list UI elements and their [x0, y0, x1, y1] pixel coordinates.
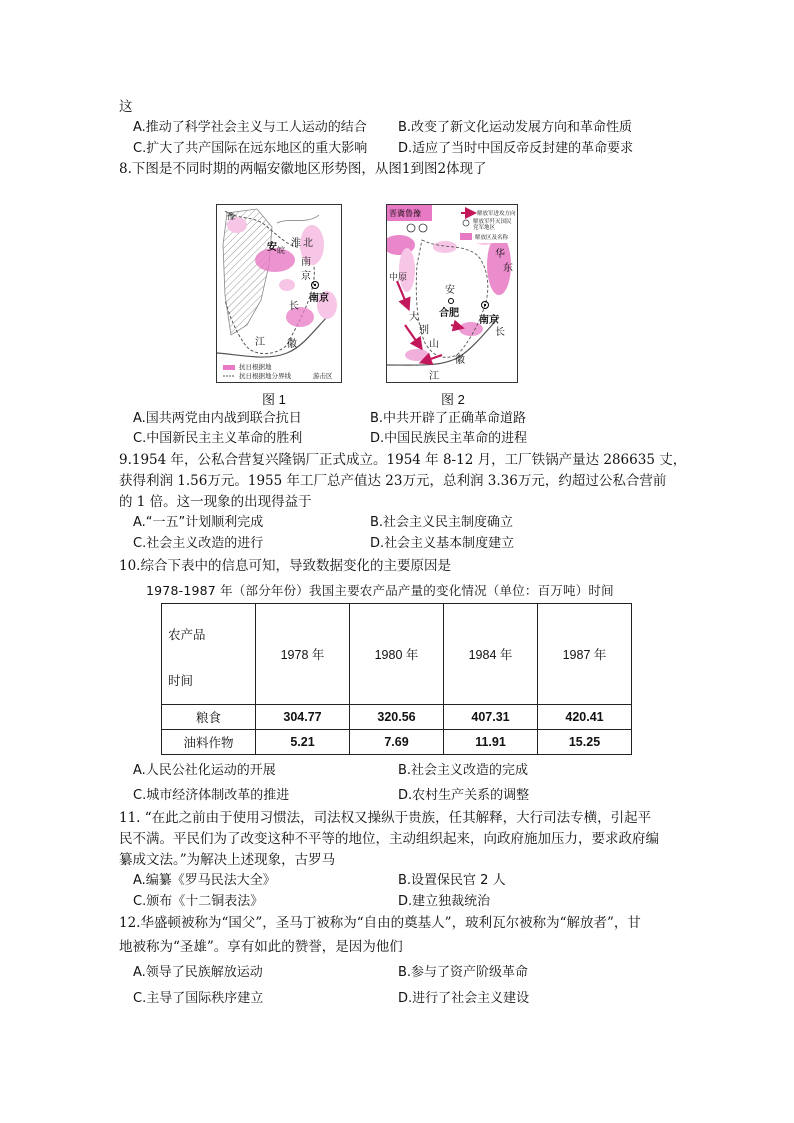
q11-option-b[interactable]: B.设置保民官 2 人 [398, 873, 506, 888]
table-cell: 320.56 [350, 705, 444, 730]
map1-legend-base: 抗日根据地 [239, 364, 272, 371]
q10-option-a[interactable]: A.人民公社化运动的开展 [133, 763, 276, 778]
q11-option-d[interactable]: D.建立独裁统治 [398, 894, 491, 909]
q12-stem-line1: 12.华盛顿被称为“国父”，圣马丁被称为“自由的奠基人”，玻利瓦尔被称为“解放者”，甘 [119, 915, 641, 931]
q8-option-a[interactable]: A.国共两党由内战到联合抗日 [133, 411, 302, 426]
q11-option-a[interactable]: A.编纂《罗马民法大全》 [133, 873, 276, 888]
table-cell: 407.31 [444, 705, 538, 730]
table-cell: 7.69 [350, 730, 444, 755]
map2-label-hua: 华 [495, 249, 505, 260]
q11-stem-line3: 纂成文法。”为解决上述现象，古罗马 [119, 852, 336, 868]
map2-legend-attack: 解放军进攻方向 [477, 211, 516, 217]
map-figure-1 [216, 204, 342, 383]
q11-option-c[interactable]: C.颁布《十二铜表法》 [133, 894, 264, 909]
q7-option-d[interactable]: D.适应了当时中国反帝反封建的革命要求 [398, 141, 634, 156]
table-row-label: 油料作物 [162, 730, 256, 755]
q9-stem-line1: 9.1954 年，公私合营复兴隆锅厂正式成立。1954 年 8-12 月，工厂铁锅产量达 286635 丈， [119, 452, 687, 468]
q9-option-b[interactable]: B.社会主义民主制度确立 [370, 515, 514, 530]
table-header-year: 1984 年 [444, 604, 538, 705]
q9-option-a[interactable]: A.“一五”计划顺利完成 [133, 515, 264, 530]
q10-option-b[interactable]: B.社会主义改造的完成 [398, 763, 529, 778]
map1-caption: 图 1 [262, 392, 286, 407]
map1-label-huai: 淮 [291, 238, 301, 249]
map1-label-bei: 北 [303, 238, 313, 249]
map2-label-hui: 徽 [455, 355, 465, 366]
q12-option-b[interactable]: B.参与了资产阶级革命 [398, 965, 529, 980]
table-header-corner [162, 604, 256, 705]
table-header-year: 1980 年 [350, 604, 444, 705]
q12-option-c[interactable]: C.主导了国际秩序建立 [133, 991, 264, 1006]
map1-legend-guerrilla: 游击区 [313, 373, 333, 380]
q11-stem-line1: 11. “在此之前由于使用习惯法，司法权又操纵于贵族，任其解释，大行司法专横，引起平 [119, 810, 652, 826]
map2-label-an: 安 [445, 285, 455, 296]
map2-label-zhongyuan: 中原 [389, 272, 408, 282]
q7-option-b[interactable]: B.改变了新文化运动发展方向和革命性质 [398, 120, 633, 135]
q10-option-d[interactable]: D.农村生产关系的调整 [398, 788, 530, 803]
table-header-year: 1978 年 [256, 604, 350, 705]
q9-option-c[interactable]: C.社会主义改造的进行 [133, 536, 264, 551]
map1-label-jing: 京 [301, 271, 311, 282]
table-row-label: 粮食 [162, 705, 256, 730]
map2-label-dong: 东 [503, 263, 513, 274]
q10-table [161, 603, 632, 755]
map2-label-jinjiluyu: 晋冀鲁豫 [389, 209, 421, 218]
table-cell: 5.21 [256, 730, 350, 755]
table-header-year: 1987 年 [538, 604, 632, 705]
q12-option-d[interactable]: D.进行了社会主义建设 [398, 991, 530, 1006]
map2-label-hefei: 合肥 [439, 308, 459, 319]
map1-label-wan: 皖 [277, 246, 285, 255]
table-row [162, 730, 632, 755]
map-figure-2 [386, 204, 518, 383]
q11-stem-line2: 民不满。平民们为了改变这种不平等的地位，主动组织起来，向政府施加压力，要求政府编 [119, 831, 659, 847]
map2-label-jiang: 江 [429, 371, 439, 382]
map2-label-shan: 山 [429, 339, 439, 350]
map2-legend-annihilate: 解放军歼灭国民党军地区 [473, 219, 512, 231]
table-cell: 420.41 [538, 705, 632, 730]
table-cell: 11.91 [444, 730, 538, 755]
map2-label-da: 大 [409, 312, 419, 323]
table-row [162, 705, 632, 730]
q9-stem-line2: 获得利润 1.56万元。1955 年工厂总产值达 23万元，总利润 3.36万元，约超过公私合营前 [119, 473, 667, 489]
map1-legend-boundary: 抗日根据地分界线 [239, 373, 291, 380]
table-cell: 304.77 [256, 705, 350, 730]
map1-label-an: 安 [267, 242, 277, 253]
map2-label-nanjing: 南京 [479, 315, 499, 326]
q10-table-title: 1978-1987 年（部分年份）我国主要农产品产量的变化情况（单位：百万吨）时间 [146, 583, 614, 598]
table-header-time: 时间 [168, 674, 194, 688]
q8-option-b[interactable]: B.中共开辟了正确革命道路 [370, 411, 527, 426]
map1-label-chang: 长 [289, 301, 299, 312]
q9-stem-line3: 的 1 倍。这一现象的出现得益于 [119, 494, 312, 510]
map1-label-jiang: 江 [255, 337, 265, 348]
q10-option-c[interactable]: C.城市经济体制改革的推进 [133, 788, 290, 803]
map1-label-hui: 徽 [287, 339, 297, 350]
map2-legend-liberated: 解放区及名称 [475, 235, 509, 241]
q12-stem-line2: 地被称为“圣雄”。享有如此的赞誉，是因为他们 [119, 939, 403, 955]
table-cell: 15.25 [538, 730, 632, 755]
map1-label-yu: 豫 [227, 212, 235, 221]
q7-option-a[interactable]: A.推动了科学社会主义与工人运动的结合 [133, 120, 367, 135]
q8-option-d[interactable]: D.中国民族民主革命的进程 [370, 431, 528, 446]
map2-caption: 图 2 [441, 392, 465, 407]
map2-label-bie: 别 [419, 325, 429, 336]
q7-option-c[interactable]: C.扩大了共产国际在远东地区的重大影响 [133, 141, 368, 156]
q10-stem: 10.综合下表中的信息可知，导致数据变化的主要原因是 [119, 558, 451, 574]
q12-option-a[interactable]: A.领导了民族解放运动 [133, 965, 263, 980]
q9-option-d[interactable]: D.社会主义基本制度建立 [370, 536, 515, 551]
q8-stem: 8.下图是不同时期的两幅安徽地区形势图，从图1到图2体现了 [119, 161, 487, 177]
table-header-product: 农产品 [168, 628, 206, 642]
map1-label-nanjing: 南京 [309, 293, 329, 304]
q7-stem-end: 这 [119, 99, 133, 115]
map1-label-nan: 南 [301, 257, 311, 268]
map2-label-chang: 长 [495, 327, 505, 338]
q8-option-c[interactable]: C.中国新民主主义革命的胜利 [133, 431, 303, 446]
